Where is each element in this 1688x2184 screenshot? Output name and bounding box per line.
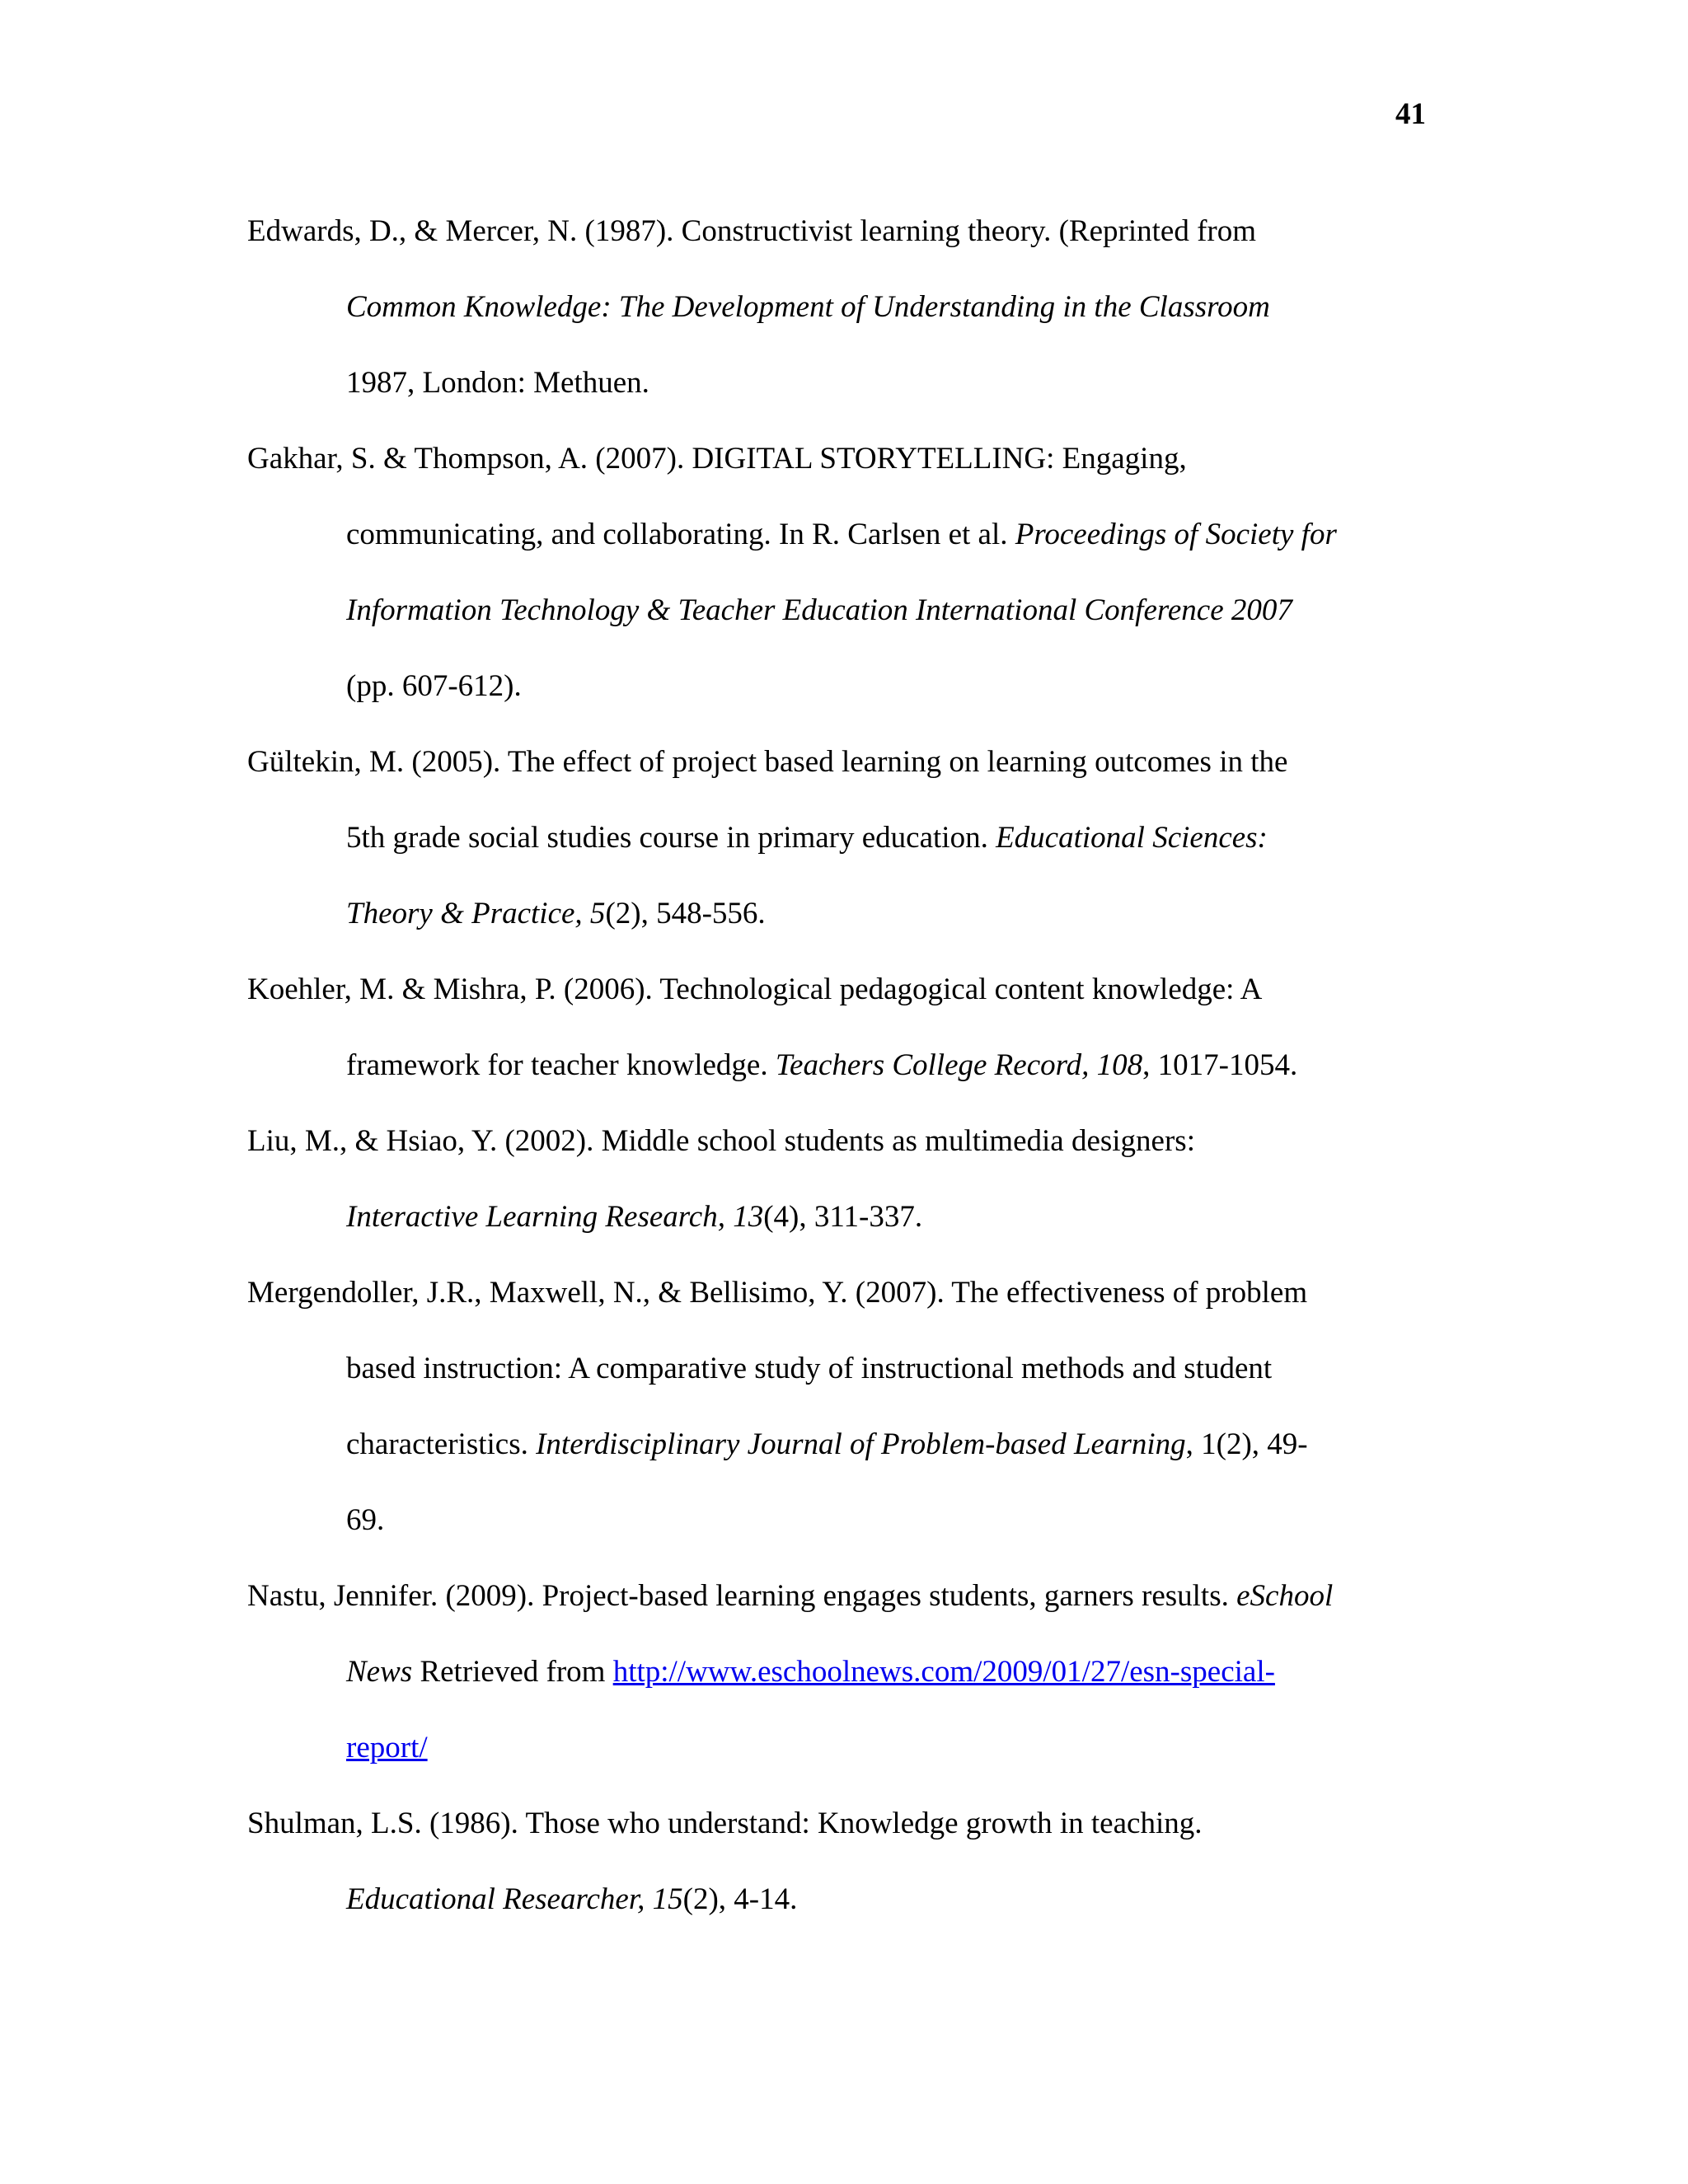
- reference-text: Shulman, L.S. (1986). Those who understand: Knowledge growth in teaching.: [247, 1807, 1203, 1840]
- reference-title: News: [346, 1655, 413, 1689]
- reference-entry: [247, 1104, 1434, 1255]
- reference-title: Information Technology & Teacher Education International Conference 2007: [346, 593, 1292, 627]
- reference-line: [247, 800, 1434, 876]
- reference-text: , 1(2), 49-: [1185, 1427, 1308, 1461]
- reference-text: 5th grade social studies course in primary education.: [346, 821, 996, 855]
- reference-text: Retrieved from: [412, 1655, 613, 1689]
- reference-line: [247, 345, 1434, 421]
- reference-line: [247, 1634, 1434, 1710]
- reference-line: [247, 952, 1434, 1028]
- reference-text: Nastu, Jennifer. (2009). Project-based learning engages students, garners results.: [247, 1579, 1237, 1613]
- reference-text: framework for teacher knowledge.: [346, 1048, 776, 1082]
- reference-line: [247, 1558, 1434, 1634]
- reference-text: Liu, M., & Hsiao, Y. (2002). Middle school students as multimedia designers:: [247, 1124, 1195, 1158]
- reference-text: Mergendoller, J.R., Maxwell, N., & Bellisimo, Y. (2007). The effectiveness of problem: [247, 1276, 1308, 1310]
- reference-title: Common Knowledge: The Development of Understanding in the Classroom: [346, 290, 1270, 324]
- reference-line: [247, 876, 1434, 952]
- reference-line: [247, 1483, 1434, 1558]
- reference-text: Gakhar, S. & Thompson, A. (2007). DIGITAL STORYTELLING: Engaging,: [247, 442, 1187, 476]
- reference-line: [247, 649, 1434, 724]
- reference-line: [247, 1407, 1434, 1483]
- reference-line: [247, 1028, 1434, 1104]
- reference-text: (2), 4-14.: [682, 1882, 798, 1916]
- reference-text: , 1017-1054.: [1142, 1048, 1298, 1082]
- reference-text: (pp. 607-612).: [346, 669, 522, 703]
- reference-entry: [247, 952, 1434, 1104]
- reference-title: Educational Researcher, 15: [346, 1882, 683, 1916]
- reference-text: Koehler, M. & Mishra, P. (2006). Technological pedagogical content knowledge: A: [247, 972, 1263, 1006]
- reference-title: Proceedings of Society for: [1015, 518, 1337, 551]
- reference-entry: [247, 1255, 1434, 1558]
- reference-line: [247, 1104, 1434, 1179]
- reference-line: [247, 1786, 1434, 1862]
- reference-line: [247, 194, 1434, 269]
- reference-text: based instruction: A comparative study of instructional methods and student: [346, 1352, 1273, 1385]
- reference-line: [247, 1255, 1434, 1331]
- reference-line: [247, 1862, 1434, 1938]
- reference-text: Edwards, D., & Mercer, N. (1987). Constructivist learning theory. (Reprinted from: [247, 214, 1257, 248]
- reference-url-link[interactable]: http://www.eschoolnews.com/2009/01/27/esn-special-: [612, 1655, 1275, 1689]
- reference-line: [247, 573, 1434, 649]
- reference-line: [247, 724, 1434, 800]
- reference-text: (2), 548-556.: [605, 897, 766, 930]
- reference-title: Theory & Practice, 5: [346, 897, 606, 930]
- reference-line: [247, 1179, 1434, 1255]
- reference-title: Teachers College Record, 108: [775, 1048, 1143, 1082]
- reference-title: eSchool: [1236, 1579, 1334, 1613]
- reference-list: [247, 194, 1434, 1938]
- reference-entry: [247, 1786, 1434, 1938]
- reference-entry: [247, 194, 1434, 421]
- reference-line: [247, 421, 1434, 497]
- reference-title: Interactive Learning Research, 13: [346, 1200, 764, 1234]
- reference-text: 69.: [346, 1503, 385, 1537]
- reference-text: 1987, London: Methuen.: [346, 366, 649, 400]
- reference-text: characteristics.: [346, 1427, 537, 1461]
- reference-title: Interdisciplinary Journal of Problem-based Learning: [536, 1427, 1186, 1461]
- reference-line: [247, 1331, 1434, 1407]
- reference-line: [247, 497, 1434, 573]
- reference-title: Educational Sciences:: [996, 821, 1268, 855]
- reference-text: Gültekin, M. (2005). The effect of project based learning on learning outcomes in the: [247, 745, 1288, 779]
- reference-text: communicating, and collaborating. In R. Carlsen et al.: [346, 518, 1015, 551]
- reference-line: [247, 1710, 1434, 1786]
- reference-entry: [247, 1558, 1434, 1786]
- reference-line: [247, 269, 1434, 345]
- reference-entry: [247, 724, 1434, 952]
- reference-text: (4), 311-337.: [763, 1200, 923, 1234]
- page-number: 41: [1395, 97, 1426, 131]
- reference-url-link[interactable]: report/: [346, 1731, 428, 1765]
- reference-entry: [247, 421, 1434, 724]
